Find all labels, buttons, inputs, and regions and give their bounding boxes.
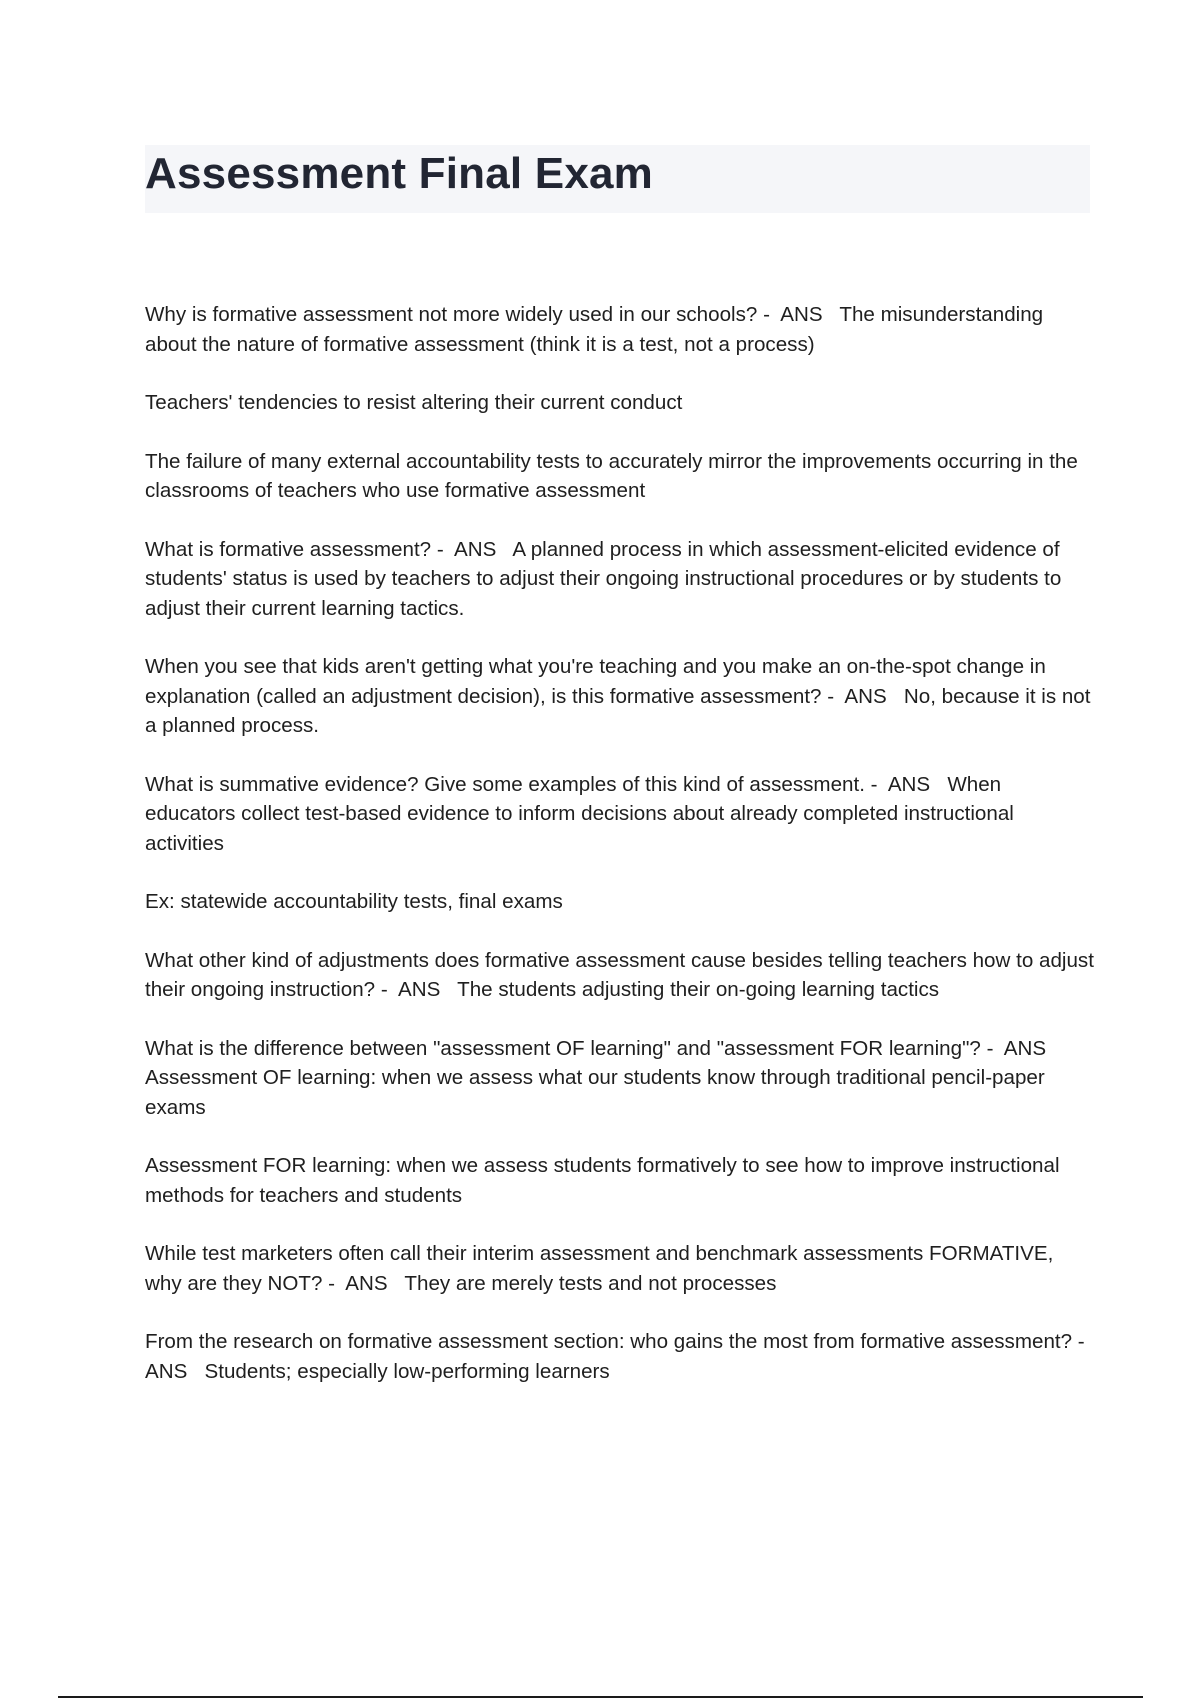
paragraph-12: From the research on formative assessment section: who gains the most from formative assessment? - ANS Students; especially low-performing learners	[145, 1330, 1095, 1383]
title-banner	[145, 145, 1090, 213]
paragraph-6: What is summative evidence? Give some examples of this kind of assessment. - ANS When educators collect test-based evidence to inform decisions about already completed instructional activities	[145, 772, 1020, 855]
paragraph-9: What is the difference between "assessment OF learning" and "assessment FOR learning"? - ANS Assessment OF learning: when we assess what our students know through traditional pencil-paper exams	[145, 1036, 1063, 1119]
paragraph-10: Assessment FOR learning: when we assess students formatively to see how to improve instructional methods for teachers and students	[145, 1154, 1066, 1207]
paragraph-11: While test marketers often call their interim assessment and benchmark assessments FORMATIVE, why are they NOT? - ANS They are merely tests and not processes	[145, 1242, 1060, 1295]
paragraph-2: Teachers' tendencies to resist altering their current conduct	[145, 391, 683, 414]
paragraph-4: What is formative assessment? - ANS A planned process in which assessment-elicited evidence of students' status is used by teachers to adjust their ongoing instructional procedures or by students to adjust their current learning tactics.	[145, 537, 1068, 620]
paragraph-1: Why is formative assessment not more widely used in our schools? - ANS The misunderstanding about the nature of formative assessment (think it is a test, not a process)	[145, 303, 1049, 356]
document-body	[145, 300, 1100, 1415]
page-title: Assessment Final Exam	[145, 149, 653, 198]
paragraph-8: What other kind of adjustments does formative assessment cause besides telling teachers how to adjust their ongoing instruction? - ANS The students adjusting their on-going learning tactics	[145, 948, 1100, 1001]
paragraph-5: When you see that kids aren't getting what you're teaching and you make an on-the-spot change in explanation (called an adjustment decision), is this formative assessment? - ANS No, because it is not a planned process.	[145, 655, 1097, 737]
paragraph-3: The failure of many external accountability tests to accurately mirror the improvements occurring in the classrooms of teachers who use formative assessment	[145, 449, 1084, 502]
page-bottom-rule	[58, 1696, 1143, 1698]
paragraph-7: Ex: statewide accountability tests, final exams	[145, 890, 563, 913]
